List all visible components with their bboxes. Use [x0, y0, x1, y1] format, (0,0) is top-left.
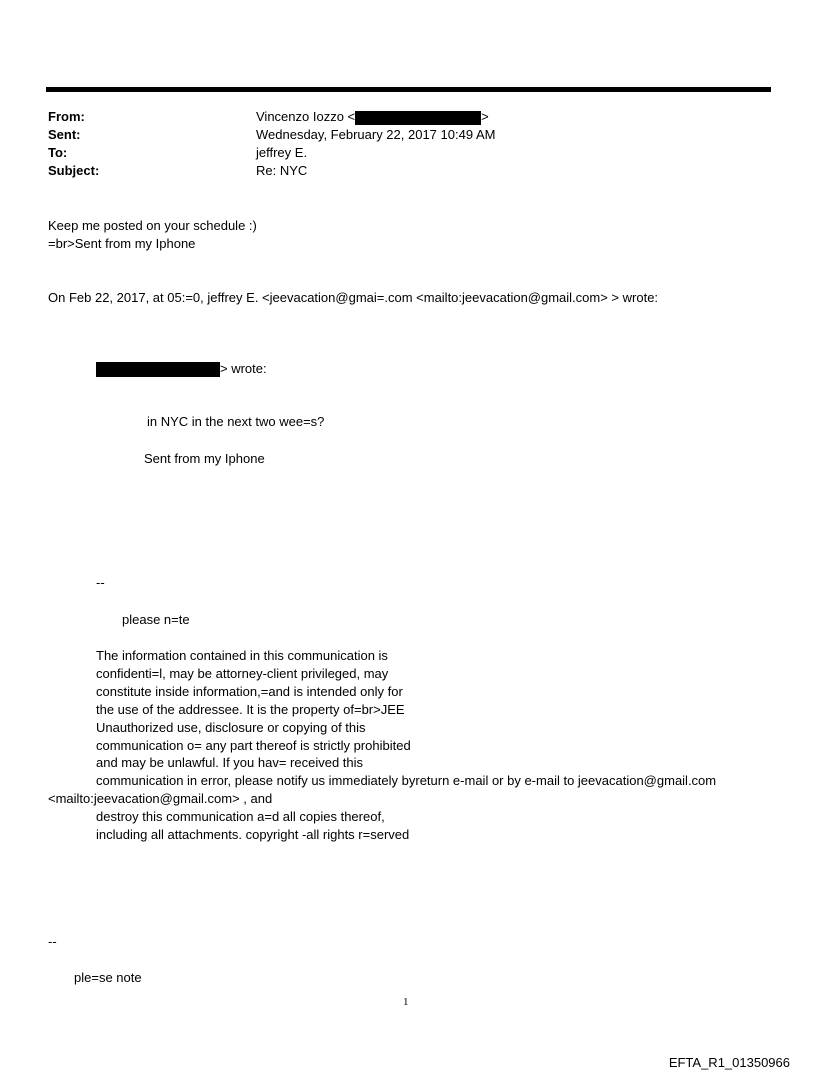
disclaimer-line: destroy this communication a=d all copies thereof,	[96, 809, 385, 824]
from-value	[256, 109, 489, 125]
from-label: From:	[48, 109, 85, 124]
body-line: Keep me posted on your schedule :)	[48, 218, 257, 233]
disclaimer-line: confidenti=l, may be attorney-client privileged, may	[96, 666, 389, 681]
body-line: =br>Sent from my Iphone	[48, 236, 196, 251]
subject-value: Re: NYC	[256, 163, 308, 178]
redaction-box	[355, 111, 481, 125]
quoted-wrote-line	[96, 360, 267, 377]
quoted-line: in NYC in the next two wee=s?	[147, 414, 325, 429]
disclaimer-line: communication in error, please notify us immediately byreturn e-mail or by e-mail to jeevacation@gmail.com	[96, 773, 717, 788]
separator-dashes: --	[96, 575, 105, 590]
sent-value: Wednesday, February 22, 2017 10:49 AM	[256, 127, 496, 142]
header-rule	[46, 87, 771, 92]
sent-label: Sent:	[48, 127, 81, 142]
disclaimer-line: Unauthorized use, disclosure or copying of this	[96, 720, 366, 735]
to-label: To:	[48, 145, 68, 160]
disclaimer-line: <mailto:jeevacation@gmail.com> , and	[48, 791, 273, 806]
bates-number: EFTA_R1_01350966	[668, 1055, 790, 1070]
disclaimer-line: constitute inside information,=and is intended only for	[96, 684, 403, 699]
redaction-box	[96, 362, 220, 377]
please-note: ple=se note	[74, 970, 142, 985]
quoted-signature: Sent from my Iphone	[144, 451, 265, 466]
from-name: Vincenzo Iozzo <	[256, 109, 356, 124]
wrote-text: > wrote:	[220, 361, 267, 376]
separator-dashes: --	[48, 934, 57, 949]
quote-intro: On Feb 22, 2017, at 05:=0, jeffrey E. <jeevacation@gmai=.com <mailto:jeevacation@gmail.com> > wrote:	[48, 290, 659, 305]
disclaimer-line: The information contained in this communication is	[96, 648, 388, 663]
to-value: jeffrey E.	[256, 145, 308, 160]
subject-label: Subject:	[48, 163, 100, 178]
disclaimer-line: and may be unlawful. If you hav= received this	[96, 755, 364, 770]
disclaimer-line: communication o= any part thereof is strictly prohibited	[96, 738, 411, 753]
disclaimer-line: including all attachments. copyright -all rights r=served	[96, 827, 410, 842]
page-number: 1	[403, 996, 409, 1008]
from-close: >	[481, 109, 489, 124]
disclaimer-line: the use of the addressee. It is the property of=br>JEE	[96, 702, 405, 717]
please-note: please n=te	[122, 612, 190, 627]
